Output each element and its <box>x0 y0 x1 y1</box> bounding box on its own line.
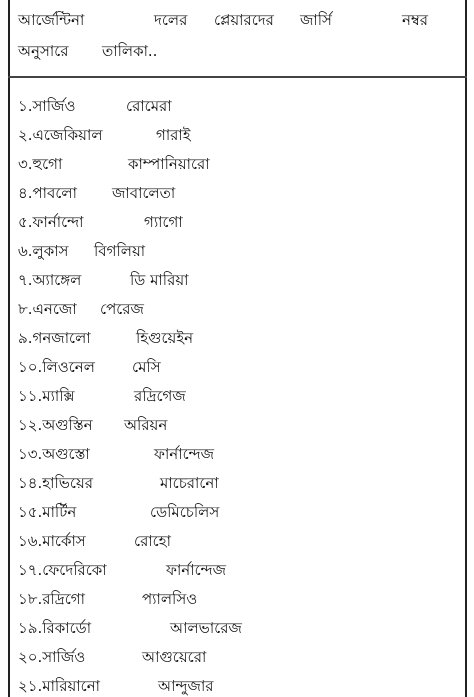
player-last-name: পেরেজ <box>100 300 144 318</box>
player-last-name: গারাই <box>156 126 191 144</box>
player-first-name: ১৪.হাভিয়ের <box>18 474 94 492</box>
player-last-name: বিগলিয়া <box>94 242 146 260</box>
player-first-name: ১৫.মার্টিন <box>18 503 77 521</box>
player-last-name: প্যালসিও <box>142 590 198 608</box>
player-first-name: ৯.গনজালো <box>18 329 91 347</box>
title-divider <box>8 76 467 78</box>
player-first-name: ১০.লিওনেল <box>18 358 95 376</box>
player-first-name: ৩.হুগো <box>18 155 63 173</box>
player-first-name: ৫.ফার্নান্দো <box>18 213 84 231</box>
player-first-name: ২.এজেকিয়াল <box>18 126 103 144</box>
player-last-name: ডি মারিয়া <box>130 271 189 289</box>
right-border <box>465 0 467 697</box>
player-first-name: ২০.সার্জিও <box>18 648 86 666</box>
player-last-name: রদ্রিগেজ <box>134 387 186 405</box>
player-last-name: আন্দুজার <box>158 677 214 695</box>
player-last-name: মাচেরানো <box>160 474 219 492</box>
player-first-name: ৪.পাবলো <box>18 184 77 202</box>
player-first-name: ১৬.মার্কোস <box>18 532 86 550</box>
player-first-name: ১৩.অগুস্তো <box>18 445 90 463</box>
player-first-name: ১৮.রদ্রিগো <box>18 590 85 608</box>
title-word: নম্বর <box>402 11 429 29</box>
title-word: জার্সি <box>300 11 332 29</box>
player-last-name: রোহো <box>134 532 171 550</box>
player-last-name: জাবালেতা <box>112 184 176 202</box>
player-first-name: ১৯.রিকার্ডো <box>18 619 92 637</box>
player-last-name: অরিয়ন <box>124 416 168 434</box>
player-last-name: ফার্নান্দেজ <box>166 561 227 579</box>
title-word: অনুসারে <box>18 42 69 60</box>
player-first-name: ১২.অগুস্তিন <box>18 416 93 434</box>
left-border <box>8 0 10 697</box>
player-last-name: হিগুয়েইন <box>136 329 194 347</box>
player-last-name: গ্যাগো <box>144 213 183 231</box>
player-first-name: ১.সার্জিও <box>18 97 76 115</box>
title-word: আর্জেন্টিনা <box>18 11 85 29</box>
title-word: প্লেয়ারদের <box>214 11 274 29</box>
player-first-name: ৮.এনজো <box>18 300 77 318</box>
player-last-name: মেসি <box>132 358 161 376</box>
player-last-name: আলভারেজ <box>170 619 242 637</box>
title-word: দলের <box>154 11 188 29</box>
player-last-name: রোমেরা <box>126 97 172 115</box>
player-first-name: ১৭.ফেদেরিকো <box>18 561 107 579</box>
player-first-name: ২১.মারিয়ানো <box>18 677 100 695</box>
player-last-name: কাম্পানিয়ারো <box>128 155 210 173</box>
player-first-name: ৬.লুকাস <box>18 242 69 260</box>
title-word: তালিকা.. <box>102 42 158 60</box>
player-last-name: আগুয়েরো <box>142 648 207 666</box>
player-first-name: ৭.অ্যাঙ্গেল <box>18 271 82 289</box>
player-last-name: ফার্নান্দেজ <box>154 445 215 463</box>
player-last-name: ডেমিচেলিস <box>150 503 220 521</box>
player-first-name: ১১.ম্যাক্সি <box>18 387 75 405</box>
